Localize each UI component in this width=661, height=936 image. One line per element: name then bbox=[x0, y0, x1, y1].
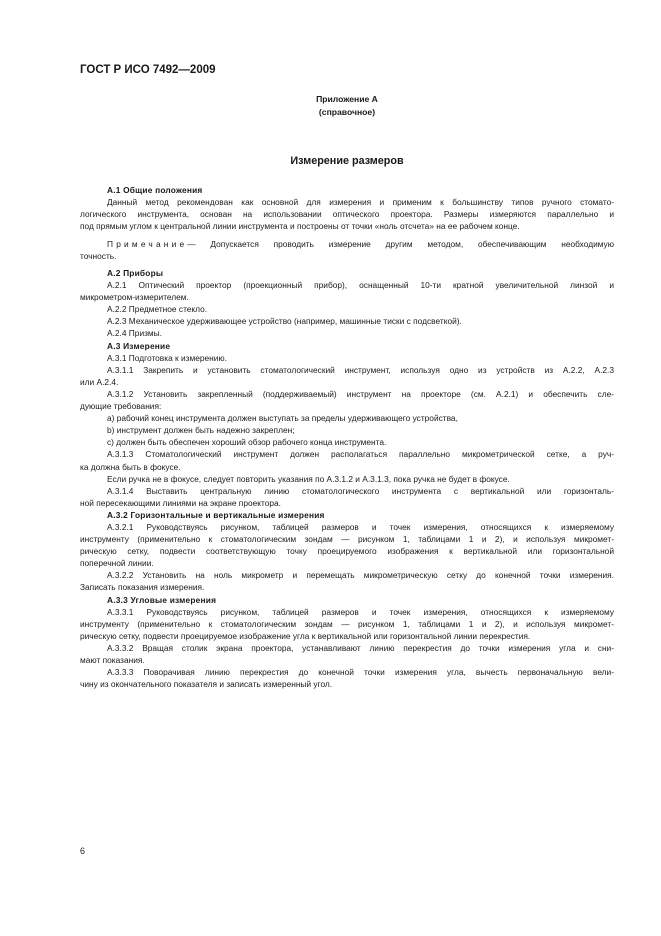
text-line-content: а) рабочий конец инструмента должен выступать за пределы удерживающего устройства, bbox=[107, 413, 458, 424]
text-line: А.3.1.4 Выставить центральную линию стоматологического инструмента с вертикальной или горизонталь- bbox=[107, 485, 614, 496]
text-line-content: А.3.2 Горизонтальные и вертикальные измерения bbox=[107, 509, 325, 520]
text-line bbox=[80, 220, 614, 232]
paragraph bbox=[80, 279, 614, 303]
section-general bbox=[80, 184, 614, 263]
paragraph bbox=[80, 352, 614, 364]
text-line-content: А.3.3 Угловые измерения bbox=[107, 594, 217, 605]
paragraph bbox=[80, 606, 614, 642]
text-line: А.2.1 Оптический проектор (проекционный прибор), оснащенный 10-ти кратной увеличительной линзой и bbox=[107, 280, 614, 291]
paragraph bbox=[80, 436, 614, 448]
text-line-content: А.1 Общие положения bbox=[107, 185, 203, 195]
text-line bbox=[80, 267, 614, 279]
text-line bbox=[80, 352, 614, 364]
text-line: Данный метод рекомендован как основной для измерения и применим к большинству типов ручного стомато- bbox=[107, 197, 614, 208]
text-line bbox=[80, 303, 614, 315]
page-title: Измерение размеров bbox=[290, 155, 404, 167]
text-line bbox=[80, 678, 614, 690]
text-line-content: с) должен быть обеспечен хороший обзор рабочего конца инструмента. bbox=[107, 437, 387, 448]
text-line-content: дующие требования: bbox=[80, 401, 162, 412]
text-line: А.3.1.1 Закрепить и установить стоматологический инструмент, используя одно из устройств из А.2.2, А.2.3 bbox=[107, 364, 614, 375]
text-line: А.3.3.3 Поворачивая линию перекрестия до конечной точки измерения угла, вычесть первоначальную вели- bbox=[107, 667, 614, 678]
paragraph bbox=[80, 412, 614, 424]
document-id: ГОСТ Р ИСО 7492—2009 bbox=[80, 64, 216, 76]
text-line bbox=[80, 654, 614, 666]
paragraph bbox=[80, 473, 614, 485]
paragraph bbox=[80, 364, 614, 388]
text-line bbox=[80, 594, 614, 606]
text-line-content: ка должна быть в фокусе. bbox=[80, 461, 181, 472]
text-line: рическую сетку, подвести соответствующую точку проецируемого изображения к вертикальной или горизонтальной bbox=[80, 546, 614, 557]
text-line-content: А.2.4 Призмы. bbox=[107, 328, 162, 339]
text-line bbox=[80, 630, 614, 642]
note-paragraph bbox=[80, 238, 614, 262]
text-line-content: точность. bbox=[80, 251, 117, 262]
section-heading bbox=[80, 267, 614, 279]
text-line: А.3.3.1 Руководствуясь рисунком, таблицей размеров и точек измерения, относящихся к измеряемому bbox=[107, 606, 614, 617]
text-line: А.3.2.2 Установить на ноль микрометр и перемещать микрометрическую сетку до конечной точки измерения. bbox=[107, 570, 614, 581]
paragraph bbox=[80, 388, 614, 412]
text-line-content: А.2.3 Механическое удерживающее устройство (например, машинные тиски с подсветкой). bbox=[107, 316, 462, 327]
text-line-content: А.3 Измерение bbox=[107, 340, 171, 351]
paragraph bbox=[80, 315, 614, 327]
text-line-content: под прямым углом к центральной линии инструмента и построены от точки «ноль отсчета» на ее рабочем конце. bbox=[80, 221, 520, 232]
text-line-content: микрометром-измерителем. bbox=[80, 292, 189, 303]
text-line: инструменту (применительно к стоматологическим зондам — рисунком 1, таблицами 1 и 2), и используя микромет- bbox=[80, 618, 614, 629]
annex-title: Приложение А bbox=[316, 94, 378, 104]
text-line: инструменту (применительно к стоматологическим зондам — рисунком 1, таблицами 1 и 2), и используя микромет- bbox=[80, 534, 614, 545]
paragraph bbox=[80, 521, 614, 569]
text-line-content: b) инструмент должен быть надежно закреплен; bbox=[107, 425, 295, 436]
text-line bbox=[80, 412, 614, 424]
text-line-content: ной пересекающими линиями на экране проектора. bbox=[80, 497, 281, 508]
text-line-content: А.2 Приборы bbox=[107, 268, 164, 278]
text-line-content: А.2.2 Предметное стекло. bbox=[107, 304, 208, 315]
text-line bbox=[80, 509, 614, 521]
text-line bbox=[80, 473, 614, 485]
text-line: А.3.1.2 Установить закрепленный (поддерживаемый) инструмент на проекторе (см. А.2.1) и обеспечить сле- bbox=[107, 388, 614, 399]
paragraph bbox=[80, 196, 614, 232]
text-line bbox=[80, 376, 614, 388]
note-label: Примечание bbox=[107, 239, 188, 250]
text-line: А.3.2.1 Руководствуясь рисунком, таблицей размеров и точек измерения, относящихся к измеряемому bbox=[107, 521, 614, 532]
paragraph bbox=[80, 666, 614, 690]
text-line: А.3.1.3 Стоматологический инструмент должен располагаться параллельно микрометрической сетке, а руч- bbox=[107, 449, 614, 460]
text-line-content: Если ручка не в фокусе, следует повторить указания по А.3.1.2 и А.3.1.3, пока ручка не будет в фокусе. bbox=[107, 473, 510, 484]
paragraph bbox=[80, 424, 614, 436]
text-line bbox=[80, 327, 614, 339]
section-heading bbox=[80, 184, 614, 196]
section-heading bbox=[80, 594, 614, 606]
text-line bbox=[80, 436, 614, 448]
text-line-content: — Допускается проводить измерение другим методом, обеспечивающим необходимую bbox=[187, 239, 614, 250]
text-line bbox=[80, 291, 614, 303]
text-line bbox=[80, 461, 614, 473]
paragraph bbox=[80, 569, 614, 593]
text-line-content: мают показания. bbox=[80, 655, 145, 665]
text-line-content: Записать показания измерения. bbox=[80, 582, 205, 593]
text-line bbox=[80, 581, 614, 593]
section-instruments-measurement bbox=[80, 267, 614, 690]
text-line bbox=[80, 557, 614, 569]
text-line bbox=[80, 424, 614, 436]
paragraph bbox=[80, 327, 614, 339]
text-line: логического инструмента, основан на использовании оптического проектора. Размеры измеряются параллельно и bbox=[80, 209, 614, 220]
text-line bbox=[80, 315, 614, 327]
paragraph bbox=[80, 642, 614, 666]
page-number: 6 bbox=[80, 846, 86, 856]
text-line bbox=[80, 250, 614, 262]
section-heading bbox=[80, 509, 614, 521]
paragraph bbox=[80, 303, 614, 315]
text-line bbox=[80, 340, 614, 352]
paragraph bbox=[80, 448, 614, 472]
text-line bbox=[80, 497, 614, 509]
text-line-content: чину из окончательного показателя и записать измеренный угол. bbox=[80, 679, 333, 690]
text-line-content: рическую сетку, подвести проецируемое изображение угла к вертикальной или горизонтальной линии перекрестия. bbox=[80, 630, 531, 641]
text-line bbox=[80, 184, 614, 196]
section-heading bbox=[80, 340, 614, 352]
text-line bbox=[80, 400, 614, 412]
text-line: А.3.3.2 Вращая столик экрана проектора, устанавливают линию перекрестия до точки измерения угла и сни- bbox=[107, 642, 614, 653]
paragraph bbox=[80, 485, 614, 509]
text-line-content: А.3.1 Подготовка к измерению. bbox=[107, 352, 227, 363]
text-line-content: или А.2.4. bbox=[80, 376, 119, 387]
annex-type: (справочное) bbox=[318, 107, 376, 117]
text-line-content: поперечной линии. bbox=[80, 558, 154, 569]
text-line bbox=[80, 238, 614, 250]
